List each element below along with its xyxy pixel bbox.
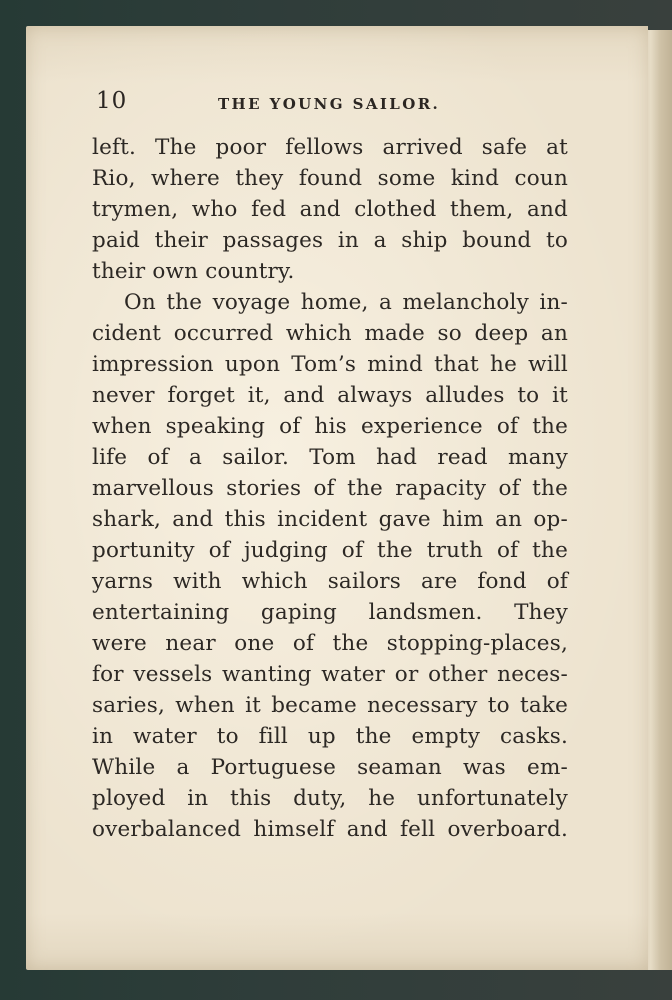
text-line: Rio, where they found some kind coun — [92, 166, 568, 191]
page-header — [96, 88, 566, 118]
text-line: portunity of judging of the truth of the — [92, 538, 568, 563]
text-line: in water to fill up the empty casks. — [92, 724, 568, 749]
text-line: overbalanced himself and fell overboard. — [92, 817, 568, 842]
text-line: ployed in this duty, he unfortunately — [92, 786, 568, 811]
text-line: While a Portuguese seaman was em- — [92, 755, 568, 780]
text-line: their own country. — [92, 259, 295, 284]
text-line: left. The poor fellows arrived safe at — [92, 135, 568, 160]
text-line: shark, and this incident gave him an op- — [92, 507, 568, 532]
running-head: THE YOUNG SAILOR. — [218, 95, 441, 113]
text-line: paid their passages in a ship bound to — [92, 228, 568, 253]
text-line: when speaking of his experience of the — [92, 414, 568, 439]
text-line: yarns with which sailors are fond of — [92, 569, 568, 594]
text-line: trymen, who fed and clothed them, and — [92, 197, 568, 222]
text-line: impression upon Tom’s mind that he will — [92, 352, 568, 377]
text-line: entertaining gaping landsmen. They — [92, 600, 568, 625]
text-line: marvellous stories of the rapacity of the — [92, 476, 568, 501]
page-number: 10 — [96, 88, 128, 114]
text-line: were near one of the stopping-places, — [92, 631, 568, 656]
body-text — [92, 132, 568, 845]
text-line: On the voyage home, a melancholy in- — [124, 290, 568, 315]
text-line: life of a sailor. Tom had read many — [92, 445, 568, 470]
text-line: saries, when it became necessary to take — [92, 693, 568, 718]
text-line: for vessels wanting water or other neces- — [92, 662, 568, 687]
text-line: never forget it, and always alludes to it — [92, 383, 568, 408]
text-line: cident occurred which made so deep an — [92, 321, 568, 346]
